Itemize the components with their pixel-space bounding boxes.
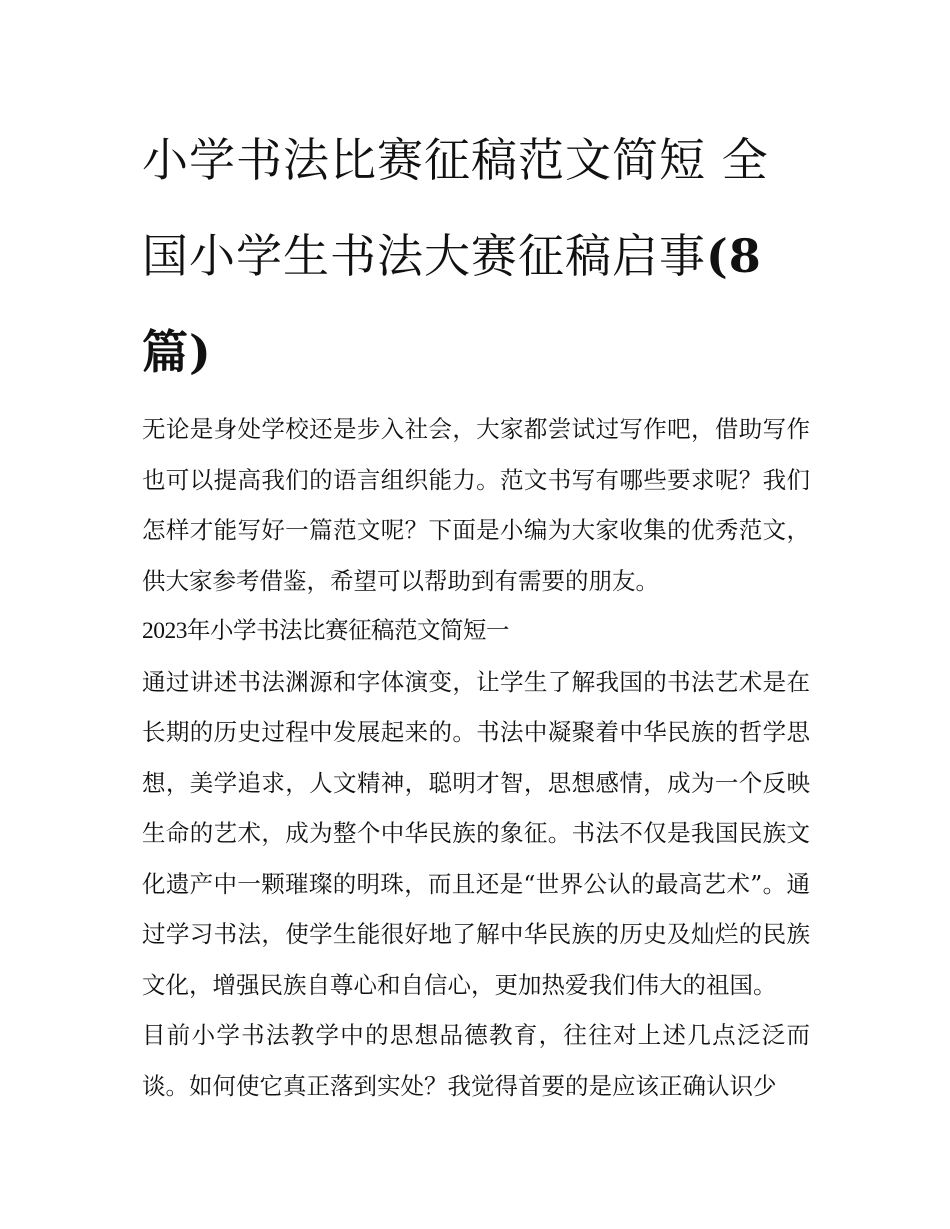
document-body <box>142 404 810 1111</box>
body-paragraph: 目前小学书法教学中的思想品德教育，往往对上述几点泛泛而谈。如何使它真正落到实处？我觉得首要的是应该正确认识少 <box>142 1021 810 1100</box>
intro-paragraph: 无论是身处学校还是步入社会，大家都尝试过写作吧，借助写作也可以提高我们的语言组织能力。范文书写有哪些要求呢？我们怎样才能写好一篇范文呢？下面是小编为大家收集的优秀范文，供大家参考借鉴，希望可以帮助到有需要的朋友。 <box>142 415 810 595</box>
document-title <box>142 112 810 400</box>
section-heading: 2023年小学书法比赛征稿范文简短一 <box>142 618 509 644</box>
title-text: 小学书法比赛征稿范文简短 全国小学生书法大赛征稿启事 <box>142 133 769 283</box>
document-page <box>142 112 810 1111</box>
title-count-close: 篇) <box>142 325 212 379</box>
body-paragraph: 通过讲述书法渊源和字体演变，让学生了解我国的书法艺术是在长期的历史过程中发展起来的。书法中凝聚着中华民族的哲学思想，美学追求，人文精神，聪明才智，思想感情，成为一个反映生命的艺术，成为整个中华民族的象征。书法不仅是我国民族文化遗产中一颗璀璨的明珠，而且还是“世界公认的最高艺术”。通过学习书法，使学生能很好地了解中华民族的历史及灿烂的民族文化，增强民族自尊心和自信心，更加热爱我们伟大的祖国。 <box>142 667 810 999</box>
title-count-open: (8 <box>706 229 762 283</box>
